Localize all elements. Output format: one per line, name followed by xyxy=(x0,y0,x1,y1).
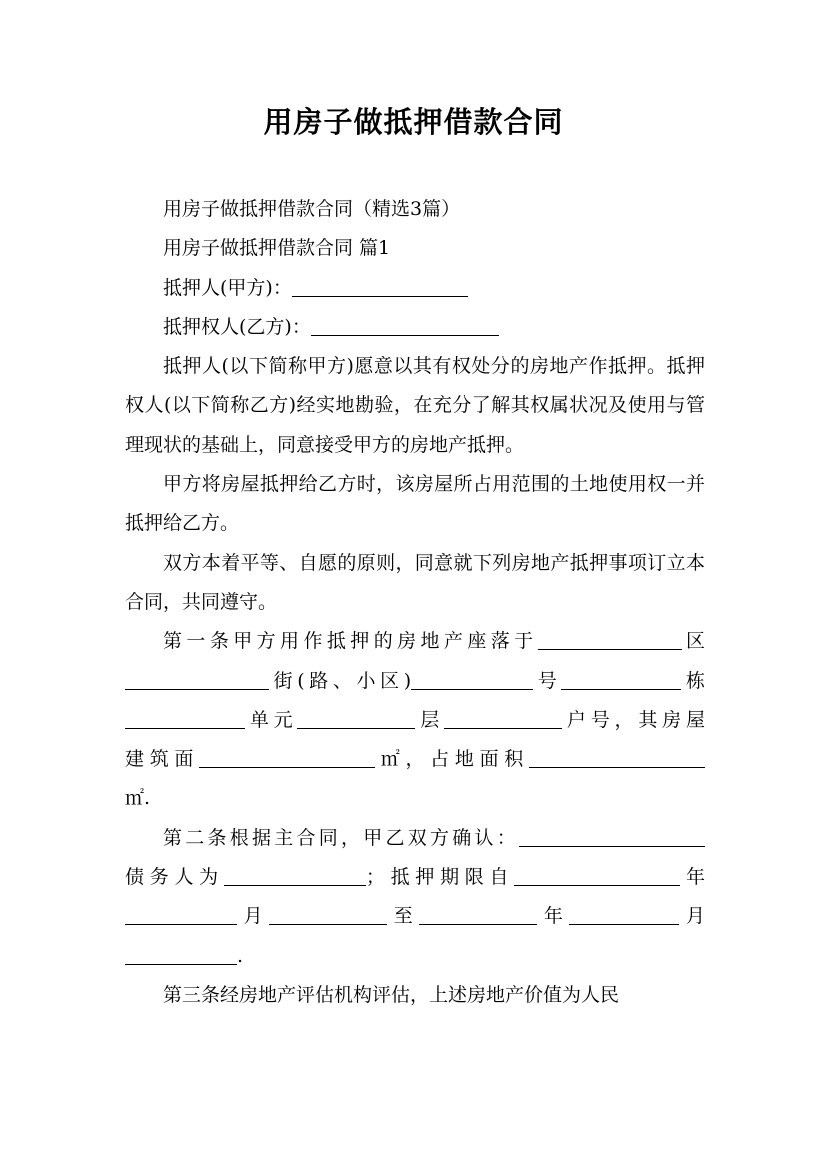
unit-blank xyxy=(125,708,245,729)
clause-1-text-g: 层 xyxy=(415,708,445,731)
clause-3: 第三条经房地产评估机构评估，上述房地产价值为人民 xyxy=(163,983,620,1006)
clause-1 xyxy=(125,622,705,818)
clause-1-text-i: 建筑面 xyxy=(125,748,200,771)
clause-1-line-3 xyxy=(125,701,705,740)
end-day-blank xyxy=(125,944,237,965)
mortgagee-blank xyxy=(311,315,499,336)
end-year-blank xyxy=(419,904,537,925)
clause-2-line-3 xyxy=(125,897,705,936)
clause-2-text-b: 债务人为 xyxy=(125,866,224,889)
start-month-blank xyxy=(125,904,237,925)
mortgagor-line xyxy=(125,269,705,308)
clause-1-text-b: 区 xyxy=(681,630,705,653)
clause-2-text-f: 至 xyxy=(387,905,420,928)
clause-1-line-1 xyxy=(125,622,705,661)
document-body xyxy=(125,190,705,1015)
clause-1-text-a: 第一条甲方用作抵押的房地产座落于 xyxy=(163,630,538,653)
clause-2-text-h: 月 xyxy=(679,905,705,928)
clause-2-text-g: 年 xyxy=(537,905,570,928)
district-blank xyxy=(538,629,682,650)
confirm-blank xyxy=(519,826,705,847)
clause-2-line-1 xyxy=(125,819,705,858)
clause-1-text-d: 号 xyxy=(533,669,562,692)
mortgagor-label: 抵押人(甲方)： xyxy=(163,276,292,299)
clause-2-text-e: 月 xyxy=(237,905,270,928)
clause-2 xyxy=(125,819,705,976)
article-heading: 用房子做抵押借款合同 篇1 xyxy=(163,237,391,260)
end-month-blank xyxy=(569,904,679,925)
clause-1-text-c: 街(路、小区) xyxy=(269,669,412,692)
mortgagee-label: 抵押权人(乙方)： xyxy=(163,315,311,338)
paragraph-3: 双方本着平等、自愿的原则，同意就下列房地产抵押事项订立本合同，共同遵守。 xyxy=(125,551,705,613)
clause-2-text-a: 第二条根据主合同，甲乙双方确认： xyxy=(163,826,519,849)
clause-1-line-2 xyxy=(125,662,705,701)
start-year-blank xyxy=(514,865,680,886)
document-title: 用房子做抵押借款合同 xyxy=(263,105,564,139)
clause-1-text-h: 户号，其房屋 xyxy=(562,708,705,731)
clause-2-text-i: . xyxy=(237,944,244,967)
mortgagor-blank xyxy=(292,276,468,297)
paragraph-1: 抵押人(以下简称甲方)愿意以其有权处分的房地产作抵押。抵押权人(以下简称乙方)经实地勘验，在充分了解其权属状况及使用与管理现状的基础上，同意接受甲方的房地产抵押。 xyxy=(125,355,705,456)
clause-1-text-j: ㎡，占地面积 xyxy=(375,748,529,771)
street-blank xyxy=(125,669,269,690)
clause-1-text-e: 栋 xyxy=(681,669,705,692)
building-blank xyxy=(561,669,681,690)
clause-1-line-4 xyxy=(125,740,705,779)
room-blank xyxy=(444,708,562,729)
land-area-blank xyxy=(529,747,705,768)
clause-1-text-f: 单元 xyxy=(245,708,298,731)
subtitle: 用房子做抵押借款合同（精选3篇） xyxy=(163,198,461,220)
clause-2-text-c: ；抵押期限自 xyxy=(365,866,515,889)
clause-1-text-k: ㎡. xyxy=(125,787,151,810)
number-blank xyxy=(411,669,533,690)
debtor-blank xyxy=(224,865,366,886)
floor-blank xyxy=(297,708,415,729)
clause-2-text-d: 年 xyxy=(680,866,705,889)
clause-2-line-4 xyxy=(125,937,705,976)
building-area-blank xyxy=(199,747,375,768)
clause-2-line-2 xyxy=(125,858,705,897)
start-day-blank xyxy=(269,904,387,925)
paragraph-2: 甲方将房屋抵押给乙方时，该房屋所占用范围的土地使用权一并抵押给乙方。 xyxy=(125,473,705,535)
mortgagee-line xyxy=(125,308,705,347)
